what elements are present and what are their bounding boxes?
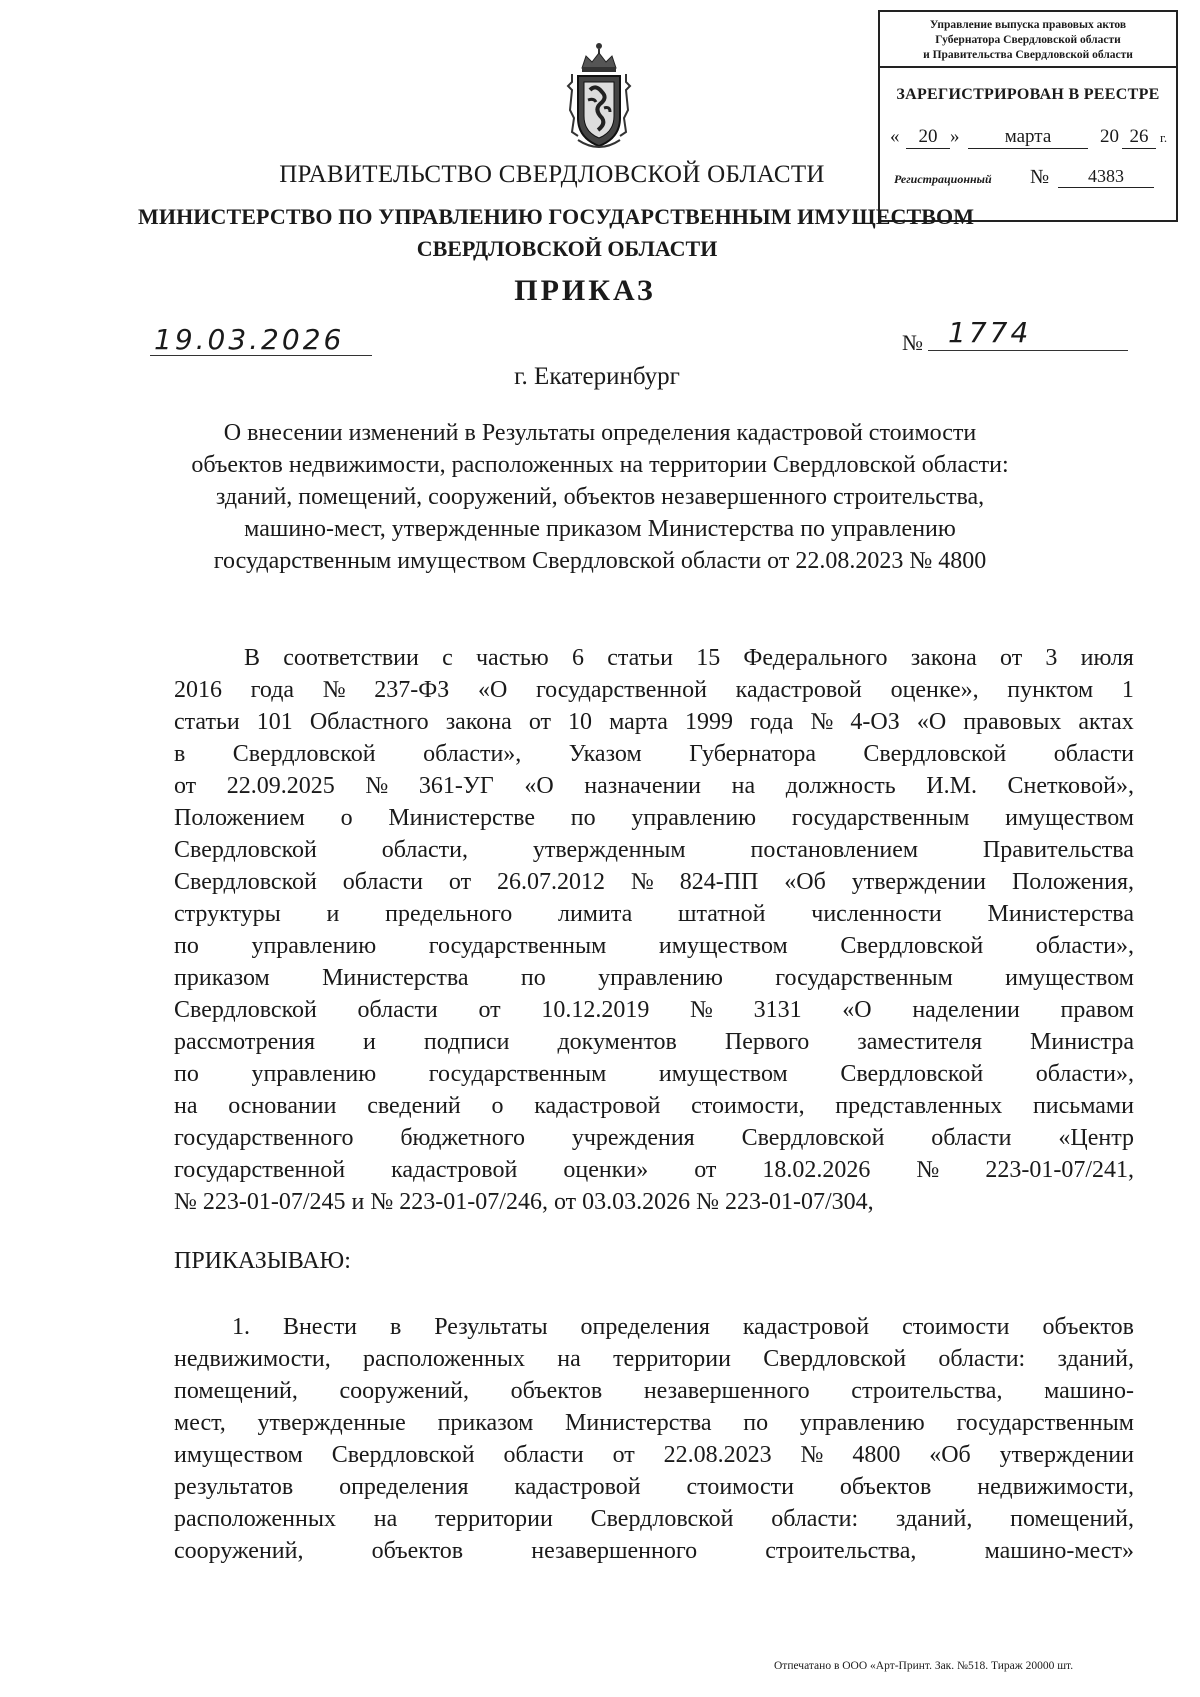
stamp-registered-label: ЗАРЕГИСТРИРОВАН В РЕЕСТРЕ (896, 86, 1160, 103)
paragraph-line: государственного бюджетного учреждения Свердловской области «Центр (174, 1125, 1134, 1151)
item-1-paragraph (174, 1311, 1134, 1567)
stamp-quote-close: » (950, 126, 960, 147)
paragraph-line: Положением о Министерстве по управлению государственным имуществом (174, 805, 1134, 831)
paragraph-line: государственной кадастровой оценки» от 18.02.2026 № 223-01-07/241, (174, 1157, 1134, 1183)
preamble-paragraph (174, 642, 1134, 1218)
paragraph-line: 1. Внести в Результаты определения кадастровой стоимости объектов (232, 1314, 1134, 1340)
stamp-reg-number: 4383 (1058, 166, 1154, 188)
stamp-year-prefix: 20 (1100, 126, 1119, 147)
paragraph-line: помещений, сооружений, объектов незавершенного строительства, машино- (174, 1378, 1134, 1404)
stamp-header-line: Управление выпуска правовых актов (929, 19, 1127, 31)
title-line: О внесении изменений в Результаты определения кадастровой стоимости (223, 420, 977, 446)
stamp-quote-open: « (890, 126, 900, 147)
paragraph-line: по управлению государственным имуществом Свердловской области», (174, 933, 1134, 959)
paragraph-line: сооружений, объектов незавершенного строительства, машино-мест» (174, 1538, 1134, 1564)
government-heading: ПРАВИТЕЛЬСТВО СВЕРДЛОВСКОЙ ОБЛАСТИ (279, 161, 825, 188)
ministry-heading-line2: СВЕРДЛОВСКОЙ ОБЛАСТИ (416, 236, 718, 261)
ministry-heading-line1: МИНИСТЕРСТВО ПО УПРАВЛЕНИЮ ГОСУДАРСТВЕННЫМ ИМУЩЕСТВОМ (138, 204, 975, 229)
stamp-date (880, 126, 1176, 150)
stamp-header-line: Губернатора Свердловской области (935, 34, 1121, 46)
order-number-underline (928, 350, 1128, 351)
paragraph-line: Свердловской области от 10.12.2019 № 3131 «О наделении правом (174, 997, 1134, 1023)
paragraph-line: Свердловской области, утвержденным постановлением Правительства (174, 837, 1134, 863)
stamp-year-suffix: 26 (1122, 126, 1156, 149)
stamp-month: марта (968, 126, 1088, 149)
stamp-year-abbr: г. (1160, 130, 1168, 145)
paragraph-line: имуществом Свердловской области от 22.08.2023 № 4800 «Об утверждении (174, 1442, 1134, 1468)
title-line: объектов недвижимости, расположенных на территории Свердловской области: (191, 452, 1009, 478)
order-number-sign: № (902, 330, 923, 355)
paragraph-line: Свердловской области от 26.07.2012 № 824-ПП «Об утверждении Положения, (174, 869, 1134, 895)
paragraph-line: № 223-01-07/245 и № 223-01-07/246, от 03.03.2026 № 223-01-07/304, (174, 1189, 874, 1215)
stamp-day: 20 (906, 126, 950, 149)
order-directive-word: ПРИКАЗЫВАЮ: (174, 1248, 351, 1274)
title-line: государственным имуществом Свердловской области от 22.08.2023 № 4800 (213, 548, 987, 574)
order-title (0, 417, 1200, 577)
paragraph-line: мест, утвержденные приказом Министерства по управлению государственным (174, 1410, 1134, 1436)
paragraph-line: статьи 101 Областного закона от 10 марта 1999 года № 4-ОЗ «О правовых актах (174, 709, 1134, 735)
title-line: машино-мест, утвержденные приказом Министерства по управлению (244, 516, 956, 542)
title-line: зданий, помещений, сооружений, объектов незавершенного строительства, (215, 484, 985, 510)
order-date-underline (150, 355, 372, 356)
paragraph-line: рассмотрения и подписи документов Первого заместителя Министра (174, 1029, 1134, 1055)
paragraph-line: по управлению государственным имуществом Свердловской области», (174, 1061, 1134, 1087)
paragraph-line: расположенных на территории Свердловской области: зданий, помещений, (174, 1506, 1134, 1532)
order-date-handwritten: 19.03.2026 (154, 323, 345, 356)
coat-of-arms-icon (564, 40, 634, 160)
registration-stamp (878, 10, 1178, 222)
document-type-heading: ПРИКАЗ (514, 274, 656, 307)
paragraph-line: 2016 года № 237-ФЗ «О государственной кадастровой оценке», пунктом 1 (174, 677, 1134, 703)
paragraph-line: от 22.09.2025 № 361-УГ «О назначении на должность И.М. Снетковой», (174, 773, 1134, 799)
print-footer: Отпечатано в ООО «Арт-Принт. Зак. №518. Тираж 20000 шт. (774, 1660, 1074, 1672)
order-number-handwritten: 1774 (948, 316, 1032, 349)
paragraph-line: приказом Министерства по управлению государственным имуществом (174, 965, 1134, 991)
paragraph-line: недвижимости, расположенных на территории Свердловской области: зданий, (174, 1346, 1134, 1372)
paragraph-line: на основании сведений о кадастровой стоимости, представленных письмами (174, 1093, 1134, 1119)
stamp-reg-label: Регистрационный (894, 172, 992, 186)
stamp-no-sign: № (1030, 166, 1050, 188)
paragraph-line: в Свердловской области», Указом Губернатора Свердловской области (174, 741, 1134, 767)
paragraph-line: В соответствии с частью 6 статьи 15 Федерального закона от 3 июля (244, 645, 1134, 671)
stamp-header (880, 12, 1176, 68)
city-line: г. Екатеринбург (514, 363, 680, 390)
paragraph-line: структуры и предельного лимита штатной численности Министерства (174, 901, 1134, 927)
paragraph-line: результатов определения кадастровой стоимости объектов недвижимости, (174, 1474, 1134, 1500)
stamp-header-line: и Правительства Свердловской области (923, 49, 1133, 61)
